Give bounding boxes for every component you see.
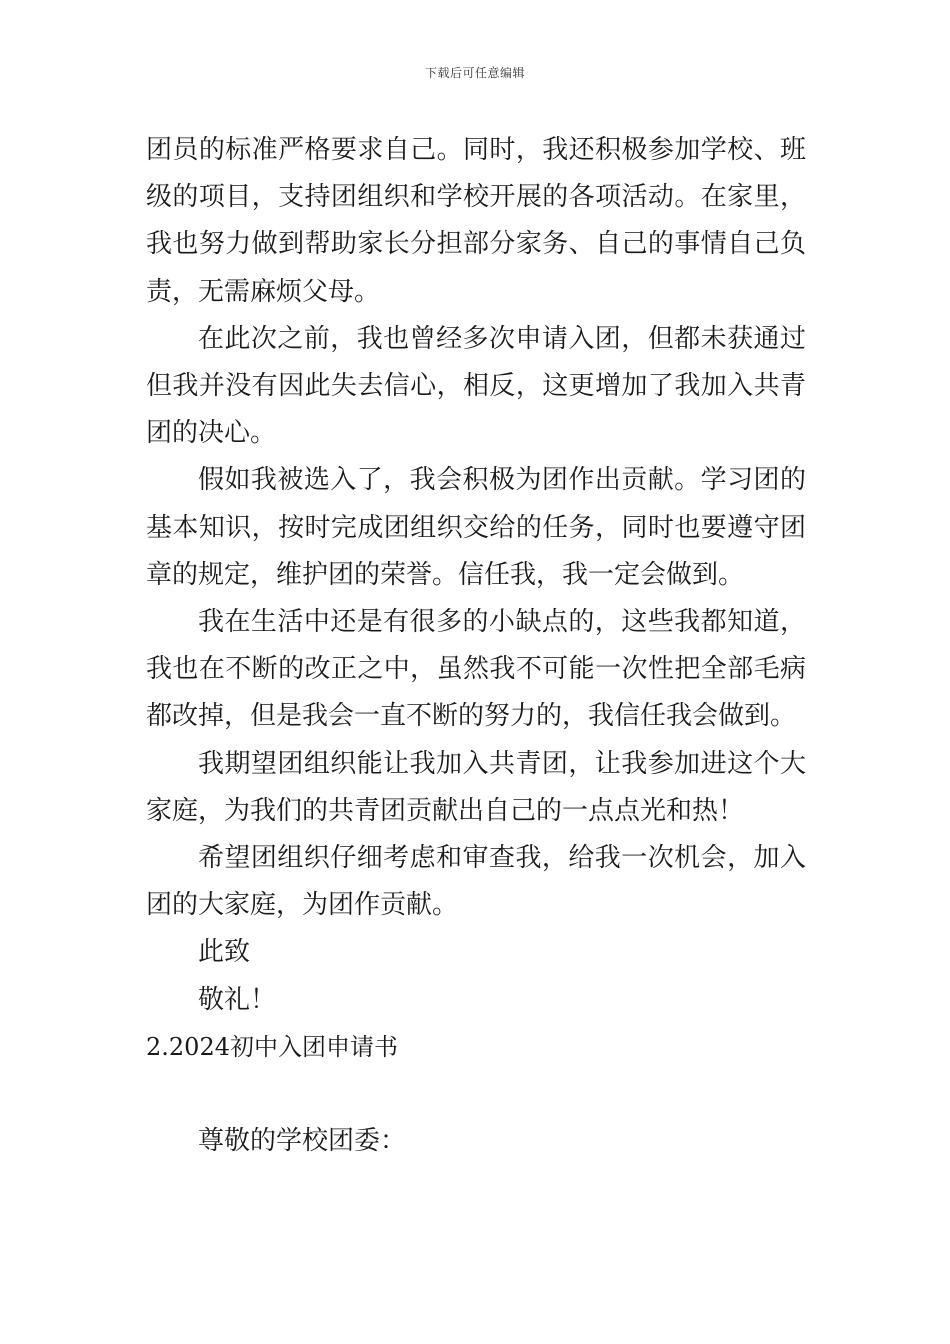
salutation: 尊敬的学校团委： <box>198 1126 407 1157</box>
page-header-note: 下载后可任意编辑 <box>424 66 525 80</box>
paragraph-request-review: 希望团组织仔细考虑和审查我，给我一次机会，加入团的大家庭，为团作贡献。 <box>146 843 806 921</box>
paragraph-contribution-pledge: 假如我被选入了，我会积极为团作出贡献。学习团的基本知识，按时完成团组织交给的任务，同时也要遵守团章的规定，维护团的荣誉。信任我，我一定会做到。 <box>146 465 806 590</box>
section-heading: 2.2024初中入团申请书 <box>146 1032 398 1061</box>
paragraph-continuation: 团员的标准严格要求自己。同时，我还积极参加学校、班级的项目，支持团组织和学校开展的各项活动。在家里，我也努力做到帮助家长分担部分家务、自己的事情自己负责，无需麻烦父母。 <box>146 135 806 307</box>
document-body <box>146 127 806 1165</box>
paragraph-previous-applications: 在此次之前，我也曾经多次申请入团，但都未获通过但我并没有因此失去信心，相反，这更增加了我加入共青团的决心。 <box>146 323 806 449</box>
paragraph-shortcomings: 我在生活中还是有很多的小缺点的，这些我都知道，我也在不断的改正之中，虽然我不可能一次性把全部毛病都改掉，但是我会一直不断的努力的，我信任我会做到。 <box>146 607 806 732</box>
paragraph-hope-to-join: 我期望团组织能让我加入共青团，让我参加进这个大家庭，为我们的共青团贡献出自己的一点点光和热！ <box>146 748 806 826</box>
blank-line <box>146 1071 806 1118</box>
closing-jingli: 敬礼！ <box>198 984 277 1015</box>
closing-cizhi: 此致 <box>198 937 251 968</box>
